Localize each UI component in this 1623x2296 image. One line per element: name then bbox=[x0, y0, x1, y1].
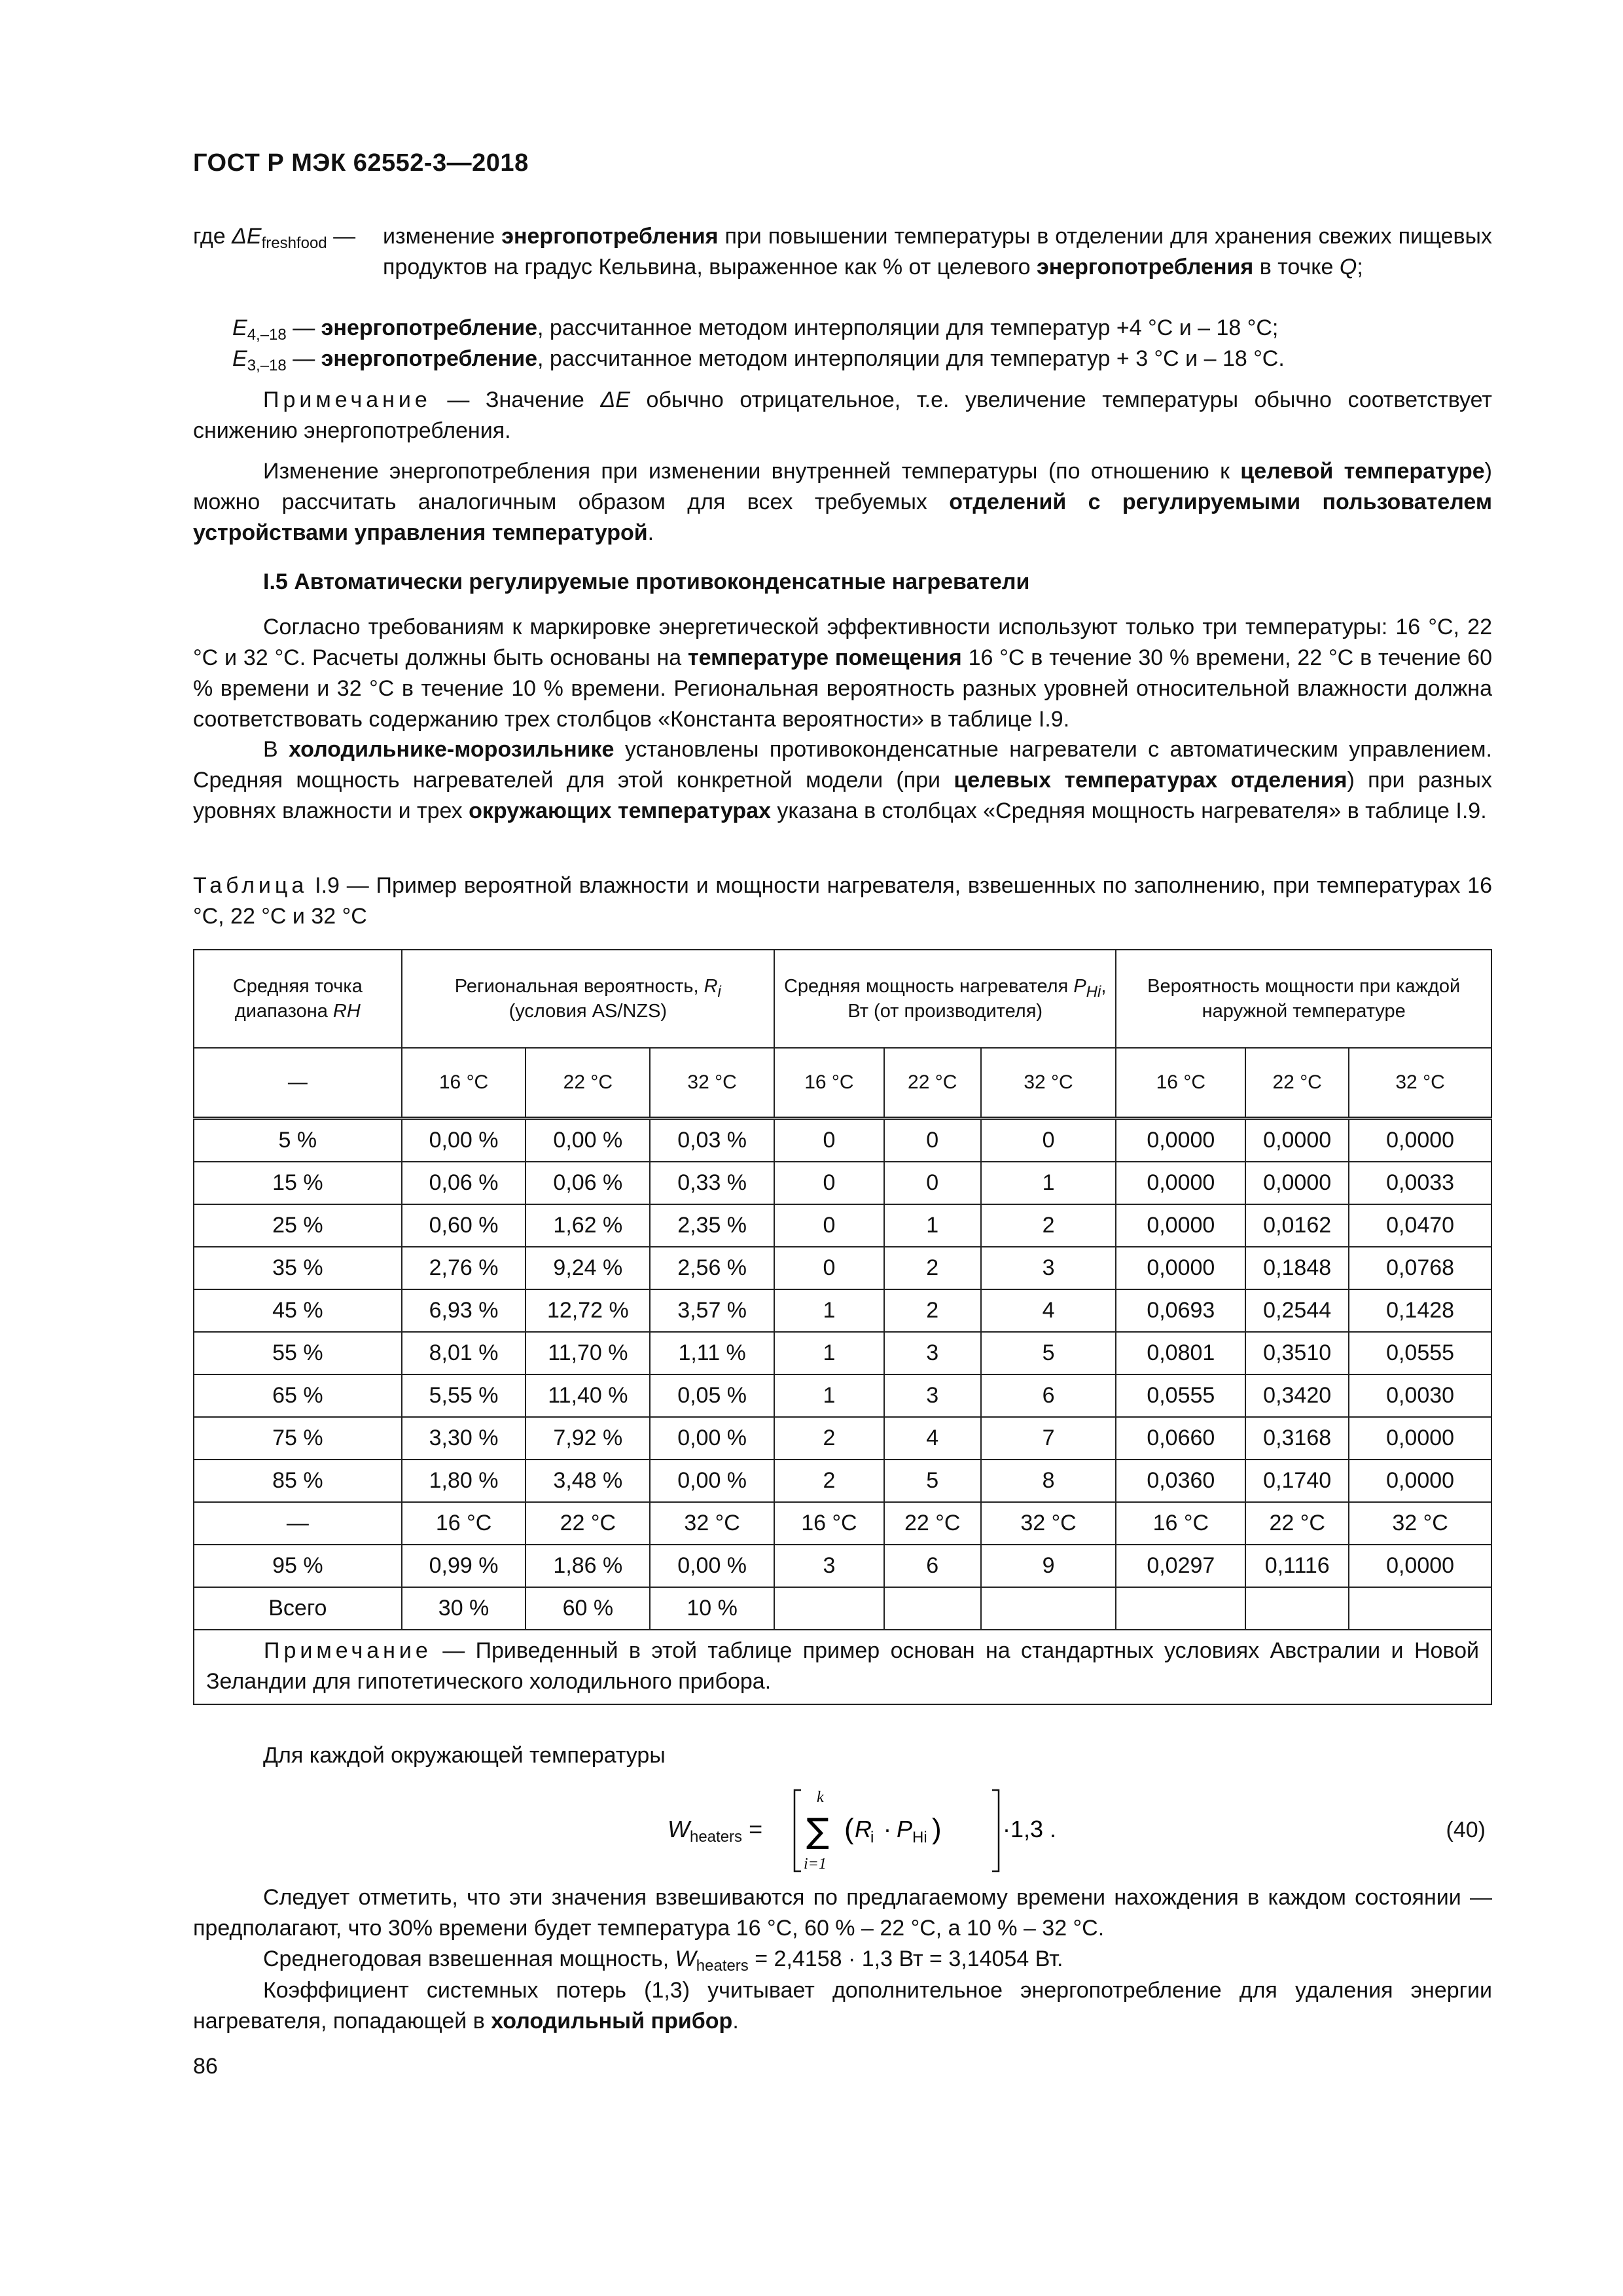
table-cell: 3,57 % bbox=[650, 1289, 774, 1332]
table-cell: 0,06 % bbox=[526, 1162, 650, 1204]
table-cell bbox=[774, 1587, 884, 1630]
svg-text:i: i bbox=[870, 1829, 874, 1846]
table-cell: 1,80 % bbox=[402, 1460, 526, 1502]
table-cell: 16 °C bbox=[774, 1502, 884, 1545]
svg-text:P: P bbox=[897, 1816, 913, 1842]
table-cell: 0,0000 bbox=[1116, 1247, 1245, 1289]
table-cell: 0,0000 bbox=[1245, 1162, 1349, 1204]
table-cell: 0,1848 bbox=[1245, 1247, 1349, 1289]
table-cell: 0 bbox=[884, 1162, 981, 1204]
table-cell: 0,60 % bbox=[402, 1204, 526, 1247]
table-header-row bbox=[194, 950, 1491, 1048]
paragraph-6: Среднегодовая взвешенная мощность, $W_{heaters} = 2,4158 \cdot 1,3$ Вт = 3,14054 Вт. bbox=[263, 1946, 1063, 1975]
table-cell: 0,1428 bbox=[1349, 1289, 1491, 1332]
table-cell: 0,0000 bbox=[1349, 1417, 1491, 1460]
table-cell: 0,0000 bbox=[1349, 1119, 1491, 1162]
table-cell: 2,35 % bbox=[650, 1204, 774, 1247]
table-row bbox=[194, 1204, 1491, 1247]
table-cell bbox=[981, 1587, 1116, 1630]
table-row bbox=[194, 1587, 1491, 1630]
col-header-regional-probability: Региональная вероятность, $R_i$ (условия AS/NZS) bbox=[402, 950, 774, 1048]
table-cell: 1,62 % bbox=[526, 1204, 650, 1247]
table-cell: 0,00 % bbox=[526, 1119, 650, 1162]
section-heading: I.5 Автоматически регулируемые противоконденсатные нагреватели bbox=[263, 569, 1030, 594]
table-cell: 7 bbox=[981, 1417, 1116, 1460]
table-row bbox=[194, 1417, 1491, 1460]
table-cell: 0,0000 bbox=[1116, 1119, 1245, 1162]
table-row bbox=[194, 1545, 1491, 1587]
col-header-power-probability: Вероятность мощности при каждой наружной температуре bbox=[1116, 950, 1491, 1048]
table-cell: 0,0693 bbox=[1116, 1289, 1245, 1332]
equation-number: (40) bbox=[1446, 1818, 1486, 1842]
table-cell: 4 bbox=[981, 1289, 1116, 1332]
table-cell: 9,24 % bbox=[526, 1247, 650, 1289]
table-cell: 16 °C bbox=[402, 1502, 526, 1545]
table-cell: 0,3420 bbox=[1245, 1374, 1349, 1417]
table-cell: 22 °C bbox=[1245, 1502, 1349, 1545]
table-cell: 0,3510 bbox=[1245, 1332, 1349, 1374]
table-cell: 0,03 % bbox=[650, 1119, 774, 1162]
table-cell: 0,33 % bbox=[650, 1162, 774, 1204]
table-cell: 0,3168 bbox=[1245, 1417, 1349, 1460]
table-cell: 0,2544 bbox=[1245, 1289, 1349, 1332]
note-1: Примечание — Значение ΔE обычно отрицательное, т.е. увеличение температуры обычно соответствует снижению энергопотребления. bbox=[193, 387, 1492, 443]
table-cell: 3 bbox=[884, 1374, 981, 1417]
table-cell: 8,01 % bbox=[402, 1332, 526, 1374]
table-cell: 11,70 % bbox=[526, 1332, 650, 1374]
table-cell: 5 bbox=[981, 1332, 1116, 1374]
definition-delta-e: где $\Delta E_{freshfood}$ — изменение энергопотребления при повышении температуры в отделении для хранения свежих пищевых продуктов на градус Кельвина, выраженное как % от целевого энергопотребления в точке Q; bbox=[193, 224, 1492, 279]
table-cell: 3 bbox=[774, 1545, 884, 1587]
table-cell: Всего bbox=[194, 1587, 402, 1630]
paragraph-4: Для каждой окружающей температуры bbox=[263, 1743, 666, 1768]
table-cell: 2 bbox=[981, 1204, 1116, 1247]
table-cell: 0,0555 bbox=[1116, 1374, 1245, 1417]
table-cell: 3 bbox=[884, 1332, 981, 1374]
table-cell: 30 % bbox=[402, 1587, 526, 1630]
table-cell: 2,56 % bbox=[650, 1247, 774, 1289]
table-cell bbox=[1349, 1587, 1491, 1630]
sum-upper-limit: k bbox=[817, 1789, 824, 1806]
table-cell: 4 bbox=[884, 1417, 981, 1460]
table-cell: 2,76 % bbox=[402, 1247, 526, 1289]
table-cell: 0,0000 bbox=[1245, 1119, 1349, 1162]
table-cell: 3,30 % bbox=[402, 1417, 526, 1460]
table-cell: 1,86 % bbox=[526, 1545, 650, 1587]
svg-text:R: R bbox=[855, 1816, 872, 1842]
table-cell: 1 bbox=[774, 1289, 884, 1332]
table-cell: 0 bbox=[774, 1119, 884, 1162]
table-cell: 0,00 % bbox=[650, 1460, 774, 1502]
table-cell: 0 bbox=[774, 1162, 884, 1204]
table-cell: 0,0470 bbox=[1349, 1204, 1491, 1247]
table-row bbox=[194, 1374, 1491, 1417]
table-cell: 0,06 % bbox=[402, 1162, 526, 1204]
table-cell: 0 bbox=[774, 1247, 884, 1289]
table-cell: 3 bbox=[981, 1247, 1116, 1289]
table-cell: 0,00 % bbox=[650, 1545, 774, 1587]
table-cell: 32 °C bbox=[1349, 1502, 1491, 1545]
svg-text:·: · bbox=[883, 1816, 891, 1842]
table-cell: 0,00 % bbox=[402, 1119, 526, 1162]
table-cell: 2 bbox=[774, 1417, 884, 1460]
table-cell: 0,00 % bbox=[650, 1417, 774, 1460]
table-subheader-row: — 16 °C 22 °C 32 °C 16 °C 22 °C 32 °C 16 °C 22 °C 32 °C bbox=[194, 1048, 1491, 1119]
table-cell: 6,93 % bbox=[402, 1289, 526, 1332]
table-cell bbox=[1116, 1587, 1245, 1630]
table-cell: 1 bbox=[981, 1162, 1116, 1204]
table-cell: 0,0801 bbox=[1116, 1332, 1245, 1374]
table-cell: 25 % bbox=[194, 1204, 402, 1247]
table-cell: 3,48 % bbox=[526, 1460, 650, 1502]
table-cell: 8 bbox=[981, 1460, 1116, 1502]
table-cell: 11,40 % bbox=[526, 1374, 650, 1417]
table-cell: 45 % bbox=[194, 1289, 402, 1332]
paragraph-1: Изменение энергопотребления при изменении внутренней температуры (по отношению к целевой температуре) можно рассчитать аналогичным образом для всех требуемых отделений с регулируемыми пользователем устройствами управления температурой. bbox=[193, 459, 1492, 545]
table-cell: 0,0297 bbox=[1116, 1545, 1245, 1587]
table-cell: 2 bbox=[884, 1289, 981, 1332]
table-cell: 9 bbox=[981, 1545, 1116, 1587]
paragraph-2: Согласно требованиям к маркировке энергетической эффективности используют только три температуры: 16 °C, 22 °C и 32 °C. Расчеты должны быть основаны на температуре помещения 16 °C в течение 30 % времени, 22 °C в течение 60 % времени и 32 °C в течение 10 % времени. Региональная вероятность разных уровней относительной влажности должна соответствовать содержанию трех столбцов «Константа вероятности» в таблице I.9. bbox=[193, 615, 1492, 732]
table-cell: 0,0162 bbox=[1245, 1204, 1349, 1247]
table-note-row bbox=[194, 1630, 1491, 1704]
table-cell: 0,0030 bbox=[1349, 1374, 1491, 1417]
table-cell: 22 °C bbox=[884, 1502, 981, 1545]
table-row bbox=[194, 1289, 1491, 1332]
table-cell: 55 % bbox=[194, 1332, 402, 1374]
table-cell: 0,0000 bbox=[1349, 1545, 1491, 1587]
table-cell: 15 % bbox=[194, 1162, 402, 1204]
table-cell: 65 % bbox=[194, 1374, 402, 1417]
table-row bbox=[194, 1502, 1491, 1545]
table-cell: 1 bbox=[774, 1374, 884, 1417]
table-cell: 0 bbox=[774, 1204, 884, 1247]
table-cell: 0,0000 bbox=[1116, 1204, 1245, 1247]
table-cell: 2 bbox=[774, 1460, 884, 1502]
humidity-heater-table bbox=[193, 949, 1492, 1705]
table-cell: 75 % bbox=[194, 1417, 402, 1460]
table-cell: 0,0768 bbox=[1349, 1247, 1491, 1289]
table-cell: 0,1740 bbox=[1245, 1460, 1349, 1502]
table-cell: — bbox=[194, 1502, 402, 1545]
table-cell: 0 bbox=[884, 1119, 981, 1162]
table-cell: 5 bbox=[884, 1460, 981, 1502]
table-row bbox=[194, 1162, 1491, 1204]
table-row bbox=[194, 1460, 1491, 1502]
table-note: Примечание — Приведенный в этой таблице пример основан на стандартных условиях Австралии и Новой Зеландии для гипотетического холодильного прибора. bbox=[194, 1630, 1491, 1704]
svg-text:): ) bbox=[932, 1813, 942, 1845]
formula-40: $W_{heaters}$ = k ∑ i=1 ( R i · P Hi ) ·1,3 . (40) bbox=[193, 1785, 1492, 1876]
sum-sign: ∑ bbox=[806, 1812, 830, 1851]
col-header-heater-power: Средняя мощность нагревателя $P_{Hi}$, Вт (от производителя) bbox=[774, 950, 1116, 1048]
table-row bbox=[194, 1332, 1491, 1374]
table-cell: 16 °C bbox=[1116, 1502, 1245, 1545]
table-cell: 5 % bbox=[194, 1119, 402, 1162]
table-cell: 0,0660 bbox=[1116, 1417, 1245, 1460]
table-row bbox=[194, 1119, 1491, 1162]
table-cell: 6 bbox=[884, 1545, 981, 1587]
paragraph-7: Коэффициент системных потерь (1,3) учитывает дополнительное энергопотребление для удаления энергии нагревателя, попадающей в холодильный прибор. bbox=[193, 1978, 1492, 2034]
table-cell: 0,0000 bbox=[1116, 1162, 1245, 1204]
table-cell: 0,99 % bbox=[402, 1545, 526, 1587]
svg-text:(: ( bbox=[844, 1813, 854, 1845]
table-cell: 35 % bbox=[194, 1247, 402, 1289]
table-cell: 2 bbox=[884, 1247, 981, 1289]
table-cell: 1,11 % bbox=[650, 1332, 774, 1374]
table-cell: 0,0000 bbox=[1349, 1460, 1491, 1502]
table-cell: 32 °C bbox=[981, 1502, 1116, 1545]
table-cell: 7,92 % bbox=[526, 1417, 650, 1460]
table-cell: 12,72 % bbox=[526, 1289, 650, 1332]
table-caption: Таблица I.9 — Пример вероятной влажности и мощности нагревателя, взвешенных по заполнению, при температурах 16 °C, 22 °C и 32 °C bbox=[193, 873, 1492, 929]
table-cell bbox=[1245, 1587, 1349, 1630]
table-cell: 0 bbox=[981, 1119, 1116, 1162]
table-cell: 1 bbox=[884, 1204, 981, 1247]
sum-lower-limit: i=1 bbox=[804, 1856, 827, 1873]
page-number: 86 bbox=[193, 2054, 218, 2079]
table-cell: 22 °C bbox=[526, 1502, 650, 1545]
table-cell bbox=[884, 1587, 981, 1630]
table-cell: 5,55 % bbox=[402, 1374, 526, 1417]
table-cell: 60 % bbox=[526, 1587, 650, 1630]
col-header-rh: Средняя точка диапазона RH bbox=[194, 950, 402, 1048]
table-cell: 6 bbox=[981, 1374, 1116, 1417]
table-cell: 0,0555 bbox=[1349, 1332, 1491, 1374]
table-cell: 10 % bbox=[650, 1587, 774, 1630]
table-cell: 95 % bbox=[194, 1545, 402, 1587]
table-cell: 0,0360 bbox=[1116, 1460, 1245, 1502]
definition-e3: $E_{3,-18}$ — энергопотребление, рассчитанное методом интерполяции для температур + 3 °C и – 18 °C. bbox=[232, 346, 1285, 374]
table-cell: 0,05 % bbox=[650, 1374, 774, 1417]
formula-graphic bbox=[792, 1785, 1093, 1876]
table-cell: 32 °C bbox=[650, 1502, 774, 1545]
document-header: ГОСТ Р МЭК 62552-3—2018 bbox=[193, 149, 529, 177]
table-row bbox=[194, 1247, 1491, 1289]
svg-text:·1,3 .: ·1,3 . bbox=[1003, 1816, 1057, 1842]
table-cell: 1 bbox=[774, 1332, 884, 1374]
paragraph-5: Следует отметить, что эти значения взвешиваются по предлагаемому времени нахождения в каждом состоянии — предполагают, что 30% времени будет температура 16 °C, 60 % – 22 °C, а 10 % – 32 °C. bbox=[193, 1885, 1492, 1941]
table-cell: 85 % bbox=[194, 1460, 402, 1502]
svg-text:Hi: Hi bbox=[912, 1829, 927, 1846]
paragraph-3: В холодильнике-морозильнике установлены противоконденсатные нагреватели с автоматическим управлением. Средняя мощность нагревателей для этой конкретной модели (при целевых температурах отделения) при разных уровнях влажности и трех окружающих температурах указана в столбцах «Средняя мощность нагревателя» в таблице I.9. bbox=[193, 737, 1493, 823]
table-cell: 0,0033 bbox=[1349, 1162, 1491, 1204]
definition-e4: $E_{4,-18}$ — энергопотребление, рассчитанное методом интерполяции для температур +4 °C и – 18 °C; bbox=[232, 315, 1279, 344]
table-cell: 0,1116 bbox=[1245, 1545, 1349, 1587]
